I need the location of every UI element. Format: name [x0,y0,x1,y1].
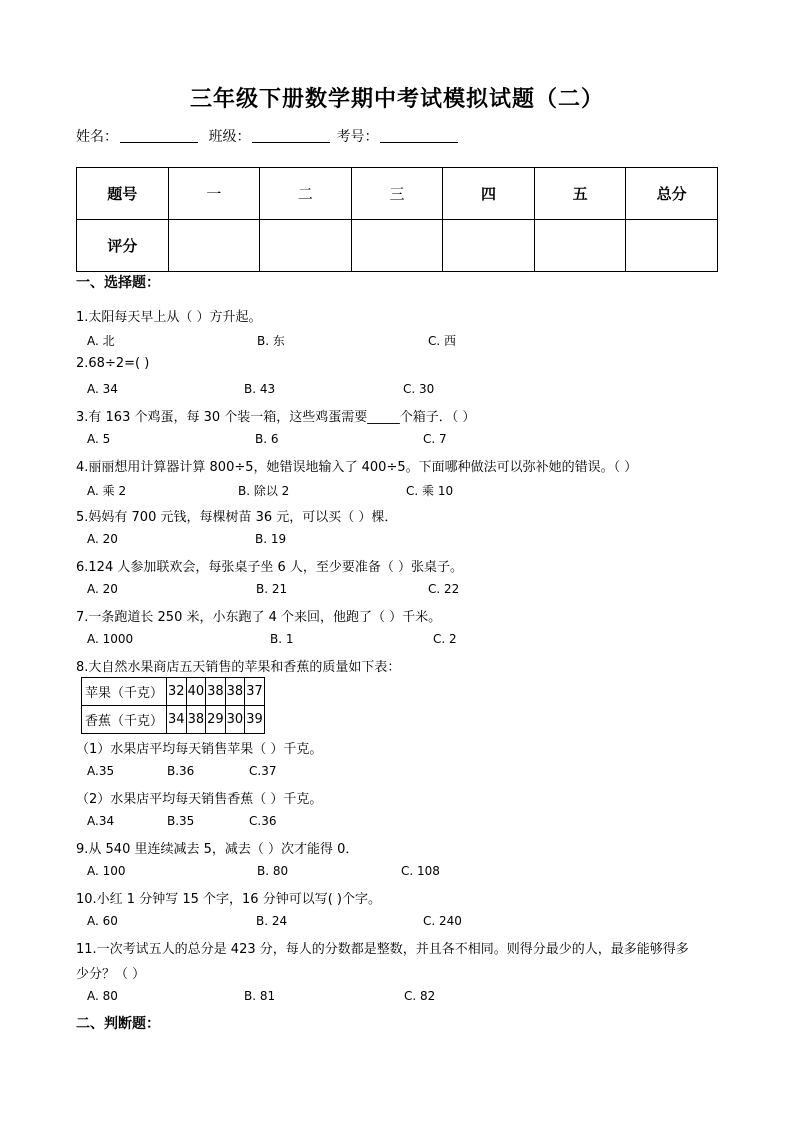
score-cell[interactable] [260,220,352,272]
option: C. 7 [423,432,447,446]
question-text: 8.大自然水果商店五天销售的苹果和香蕉的质量如下表： [76,660,401,675]
score-header-cell: 三 [351,168,443,220]
option: A.34 [87,814,115,828]
option: A. 5 [87,432,111,446]
option: B. 24 [256,914,288,928]
option: C. 108 [401,864,440,878]
exam-no-blank[interactable] [380,128,458,143]
option: A. 北 [87,334,115,348]
table-cell: 29 [206,706,226,734]
option: C. 乘 10 [406,484,454,498]
table-cell: 39 [245,706,265,734]
option: C.36 [249,814,277,828]
question-text-continued: 少分？（ ） [76,967,146,982]
option: A. 乘 2 [87,484,127,498]
option: C.37 [249,764,277,778]
question-text: 6.124 人参加联欢会，每张桌子坐 6 人，至少要准备（ ）张桌子。 [76,560,464,575]
question-text: 9.从 540 里连续减去 5，减去（ ）次才能得 0． [76,842,359,857]
question-text: 7.一条跑道长 250 米，小东跑了 4 个来回，他跑了（ ）千米。 [76,610,442,625]
option: A. 20 [87,582,118,596]
score-header-cell: 总分 [626,168,718,220]
score-cell[interactable] [443,220,535,272]
score-header-cell: 题号 [77,168,169,220]
question-text: 10.小红 1 分钟写 15 个字，16 分钟可以写( )个字。 [76,892,381,907]
option: A. 34 [87,382,118,396]
student-info [76,126,464,146]
sub-question-text: （1）水果店平均每天销售苹果（ ）千克。 [76,742,323,757]
table-cell: 34 [167,706,187,734]
section-heading-choice: 一、选择题： [76,275,160,291]
option: C. 22 [428,582,460,596]
option: B.35 [167,814,195,828]
score-cell[interactable] [168,220,260,272]
option: A. 80 [87,989,118,1003]
score-table-score-row [77,220,718,272]
option: C. 82 [404,989,436,1003]
option: B. 除以 2 [238,484,290,498]
option: C. 30 [403,382,435,396]
option: A. 100 [87,864,126,878]
table-row [82,706,265,734]
score-header-cell: 二 [260,168,352,220]
question-text: 1.太阳每天早上从（ ）方升起。 [76,310,262,325]
score-header-cell: 一 [168,168,260,220]
option: A.35 [87,764,115,778]
table-row [82,678,265,706]
option: A. 20 [87,532,118,546]
score-row-label: 评分 [77,220,169,272]
score-cell[interactable] [534,220,626,272]
row-label: 香蕉（千克） [82,706,167,734]
question-text: 11.一次考试五人的总分是 423 分，每人的分数都是整数，并且各不相同。则得分最少的人，最多能够得多 [76,942,689,957]
table-cell: 37 [245,678,265,706]
question-text: 3.有 163 个鸡蛋，每 30 个装一箱，这些鸡蛋需要_____个箱子．（ ） [76,410,476,425]
option: C. 西 [428,334,457,348]
fruit-sales-table [81,677,265,734]
option: B. 19 [255,532,287,546]
score-header-cell: 五 [534,168,626,220]
option: B.36 [167,764,195,778]
option: B. 80 [257,864,289,878]
question-text: 4.丽丽想用计算器计算 800÷5，她错误地输入了 400÷5。下面哪种做法可以弥补她的错误。（ ） [76,460,638,475]
table-cell: 38 [225,678,245,706]
option: A. 1000 [87,632,134,646]
option: B. 81 [244,989,276,1003]
option: B. 43 [244,382,276,396]
option: B. 6 [255,432,279,446]
option: B. 东 [257,334,285,348]
score-cell[interactable] [626,220,718,272]
name-blank[interactable] [120,128,198,143]
class-label: 班级： [208,129,251,145]
score-table-header-row [77,168,718,220]
table-cell: 30 [225,706,245,734]
class-blank[interactable] [252,128,330,143]
table-cell: 38 [186,706,206,734]
score-cell[interactable] [351,220,443,272]
exam-no-label: 考号： [336,129,379,145]
table-cell: 32 [167,678,187,706]
score-header-cell: 四 [443,168,535,220]
score-table [76,167,718,272]
question-text: 5.妈妈有 700 元钱，每棵树苗 36 元，可以买（ ）棵． [76,510,398,525]
page-title: 三年级下册数学期中考试模拟试题（二） [189,87,604,112]
option: C. 2 [433,632,457,646]
option: A. 60 [87,914,118,928]
option: B. 21 [256,582,288,596]
row-label: 苹果（千克） [82,678,167,706]
table-cell: 40 [186,678,206,706]
option: B. 1 [270,632,294,646]
option: C. 240 [423,914,462,928]
name-label: 姓名： [76,129,118,145]
sub-question-text: （2）水果店平均每天销售香蕉（ ）千克。 [76,792,323,807]
question-text: 2.68÷2=( ) [76,356,150,371]
section-heading-judge: 二、判断题： [76,1016,160,1032]
table-cell: 38 [206,678,226,706]
